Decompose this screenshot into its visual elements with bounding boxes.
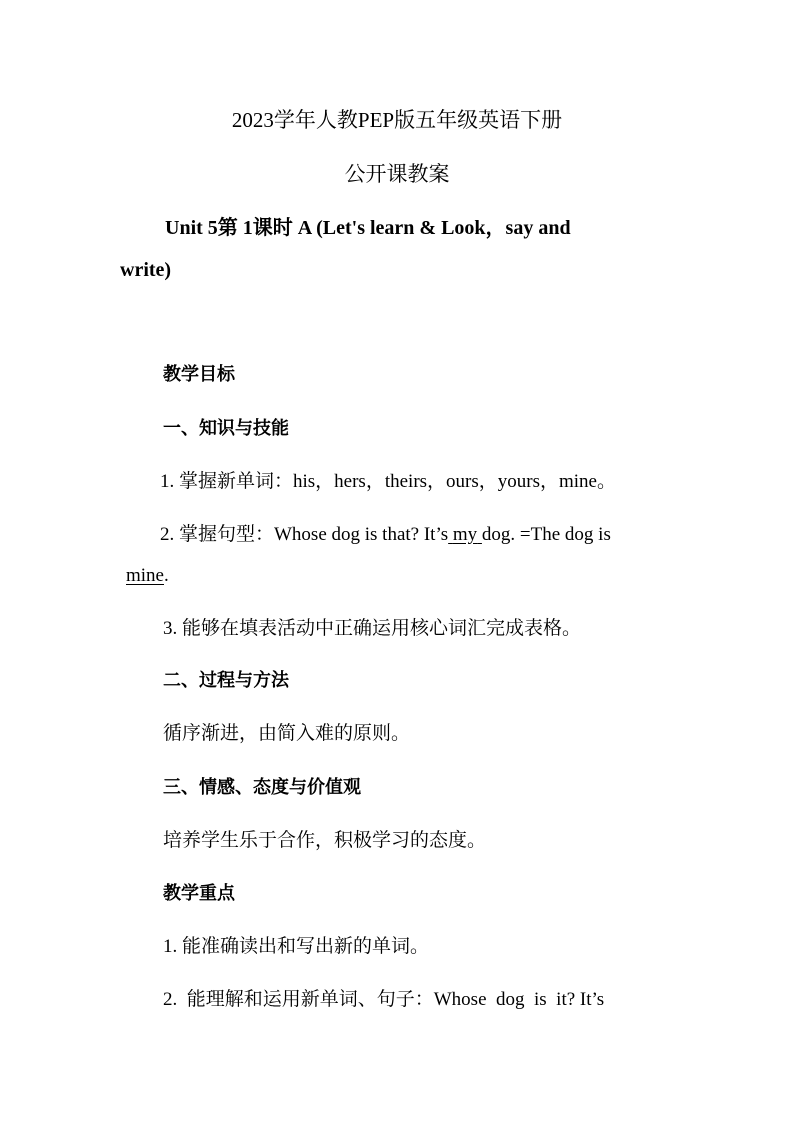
knowledge-heading: 一、知识与技能 <box>163 418 289 439</box>
knowledge-item-2-prefix: 2. 掌握句型：Whose dog is that? It’s <box>160 524 449 545</box>
key-points-item-1: 1. 能准确读出和写出新的单词。 <box>163 936 430 957</box>
objectives-heading: 教学目标 <box>163 364 235 385</box>
key-points-item-2: 2. 能理解和运用新单词、句子：Whose dog is it? It’s <box>163 989 605 1010</box>
emotion-heading: 三、情感、态度与价值观 <box>163 777 361 798</box>
knowledge-item-2 <box>160 523 611 547</box>
knowledge-item-2-suffix: dog. =The dog is <box>481 524 611 545</box>
lesson-title-line2: write) <box>120 259 172 281</box>
lesson-title-line1: Unit 5第 1课时 A (Let's learn & Look，say and <box>165 217 571 239</box>
emotion-text: 培养学生乐于合作，积极学习的态度。 <box>163 830 487 851</box>
document-subtitle: 公开课教案 <box>344 162 450 186</box>
knowledge-item-2-continued <box>126 564 169 588</box>
knowledge-item-2-cont-end: . <box>164 565 169 586</box>
document-title: 2023学年人教PEP版五年级英语下册 <box>231 108 563 132</box>
knowledge-item-2-blank: my <box>452 524 478 545</box>
knowledge-item-1: 1. 掌握新单词：his，hers，theirs，ours，yours，mine。 <box>160 471 616 492</box>
process-heading: 二、过程与方法 <box>163 670 289 691</box>
knowledge-item-3: 3. 能够在填表活动中正确运用核心词汇完成表格。 <box>163 618 582 639</box>
process-text: 循序渐进，由简入难的原则。 <box>163 723 411 744</box>
knowledge-item-2-cont-blank: mine <box>126 565 164 586</box>
key-points-heading: 教学重点 <box>163 883 235 904</box>
